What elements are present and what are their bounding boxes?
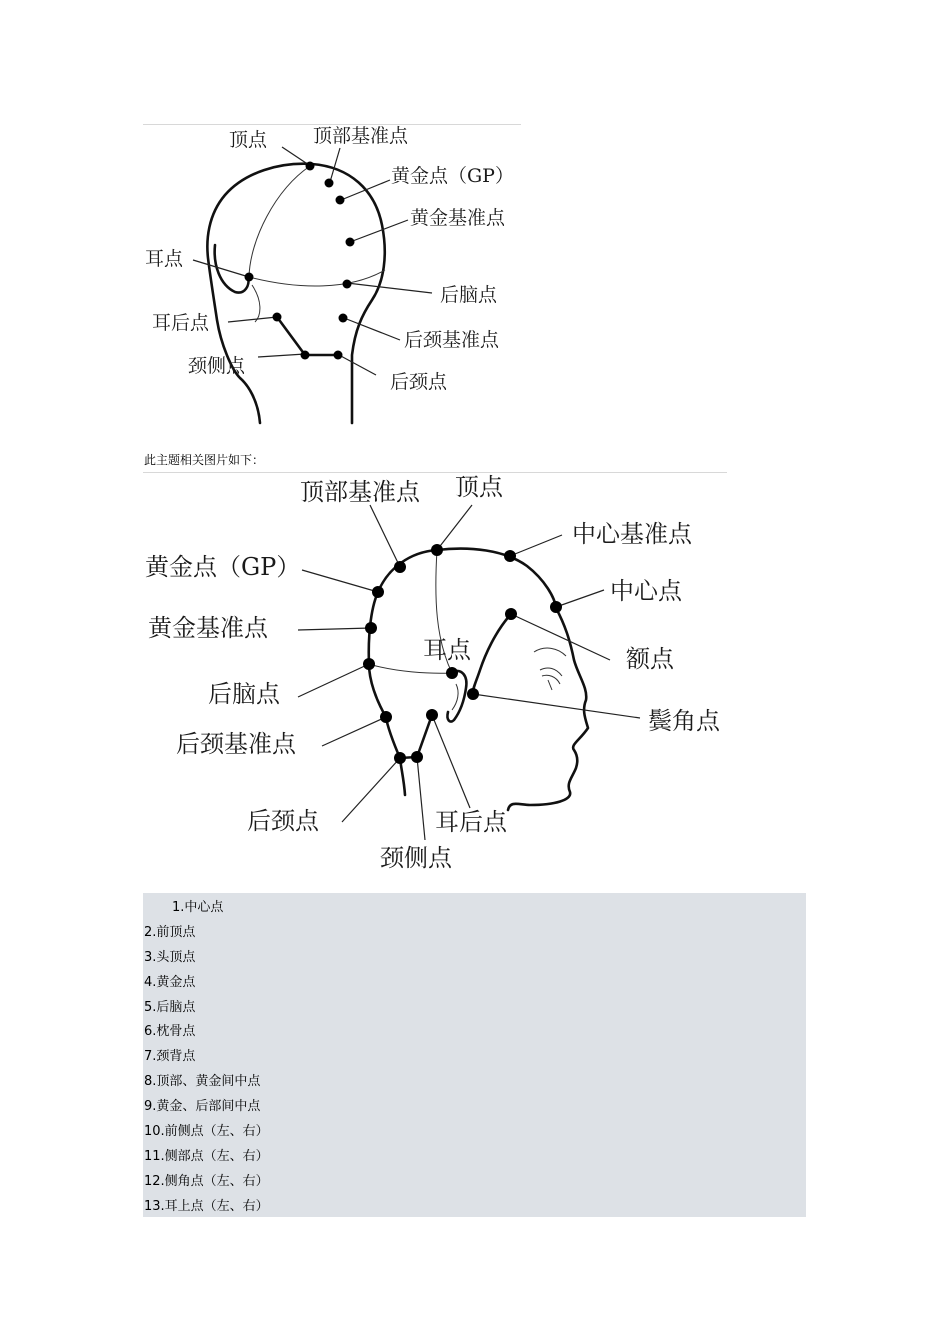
list-item: 4.黄金点 [144, 974, 196, 990]
figure1-label-top-point: 顶点 [229, 129, 268, 151]
figure2-label-back-neck-point: 后颈点 [247, 807, 319, 835]
figure2-dot-golden-base [365, 622, 377, 634]
list-item: 8.顶部、黄金间中点 [144, 1074, 261, 1090]
figure2-label-center-base-point: 中心基准点 [572, 520, 692, 548]
figure1-label-back-neck-base-point: 后颈基准点 [404, 329, 500, 351]
figure2-dot-top-base [394, 561, 406, 573]
figure2-dot-center [550, 601, 562, 613]
figure2-dot-top [431, 544, 443, 556]
figure2-dot-forehead [505, 608, 517, 620]
point-list [143, 893, 806, 1217]
list-item: 1.中心点 [172, 900, 224, 915]
figure2-label-golden-base-point: 黄金基准点 [148, 614, 268, 642]
list-item: 7.颈背点 [144, 1049, 196, 1065]
list-item: 11.侧部点（左、右） [144, 1148, 269, 1164]
figure2-ear-inner [452, 684, 458, 710]
list-item: 6.枕骨点 [144, 1024, 196, 1040]
figure2-dot-neck-side [411, 751, 423, 763]
figure2-dot-back-brain [363, 658, 375, 670]
list-item: 13.耳上点（左、右） [144, 1198, 269, 1214]
figure2-dot-center-base [504, 550, 516, 562]
figure1-label-back-neck-point: 后颈点 [390, 371, 448, 393]
figure1-label-ear-point: 耳点 [145, 248, 184, 270]
figure2-eyebrow [534, 648, 566, 656]
figure2-dot-ear [446, 667, 458, 679]
figure2-dot-behind-ear [426, 709, 438, 721]
figure2-dot-golden [372, 586, 384, 598]
figure2-label-sideburn-corner-point: 鬓角点 [648, 707, 720, 735]
figure2-eye [540, 668, 562, 690]
figure2-label-back-brain-point: 后脑点 [208, 680, 280, 708]
figure2-dot-sideburn [467, 688, 479, 700]
figure1-label-back-brain-point: 后脑点 [440, 284, 498, 306]
list-item: 9.黄金、后部间中点 [144, 1099, 261, 1115]
figure2-front-hairline [473, 614, 511, 694]
list-item: 5.后脑点 [144, 999, 196, 1015]
figure2-label-back-neck-base-point: 后颈基准点 [176, 730, 296, 758]
list-item: 12.侧角点（左、右） [144, 1173, 269, 1189]
figure1-label-top-base-point: 顶部基准点 [313, 125, 409, 147]
figure1-label-golden-base-point: 黄金基准点 [410, 207, 506, 229]
list-item: 10.前侧点（左、右） [144, 1124, 269, 1140]
figure2-leaders [298, 505, 640, 840]
figure2-horizontal-guide [369, 664, 452, 673]
figure2-label-center-point: 中心点 [610, 577, 682, 605]
figure1-label-golden-point: 黄金点（GP） [391, 165, 514, 187]
list-item: 3.头顶点 [144, 949, 196, 965]
figure-caption: 此主题相关图片如下： [144, 453, 265, 467]
figure1-label-behind-ear-point: 耳后点 [152, 312, 210, 334]
list-item: 2.前顶点 [144, 924, 196, 940]
figure2-label-top-point: 顶点 [455, 473, 503, 501]
figure2-dot-back-neck-base [380, 711, 392, 723]
figure2-label-top-base-point: 顶部基准点 [300, 478, 420, 506]
figure2-label-neck-side-point: 颈侧点 [380, 844, 452, 872]
figure2-label-golden-point: 黄金点（GP） [145, 553, 301, 581]
figure2-label-behind-ear-point: 耳后点 [435, 808, 507, 836]
figure1-label-neck-side-point: 颈侧点 [188, 355, 246, 377]
figure2-dot-back-neck [394, 752, 406, 764]
figure2-label-forehead-point: 额点 [626, 645, 674, 673]
figure2-label-ear-point: 耳点 [423, 636, 471, 664]
